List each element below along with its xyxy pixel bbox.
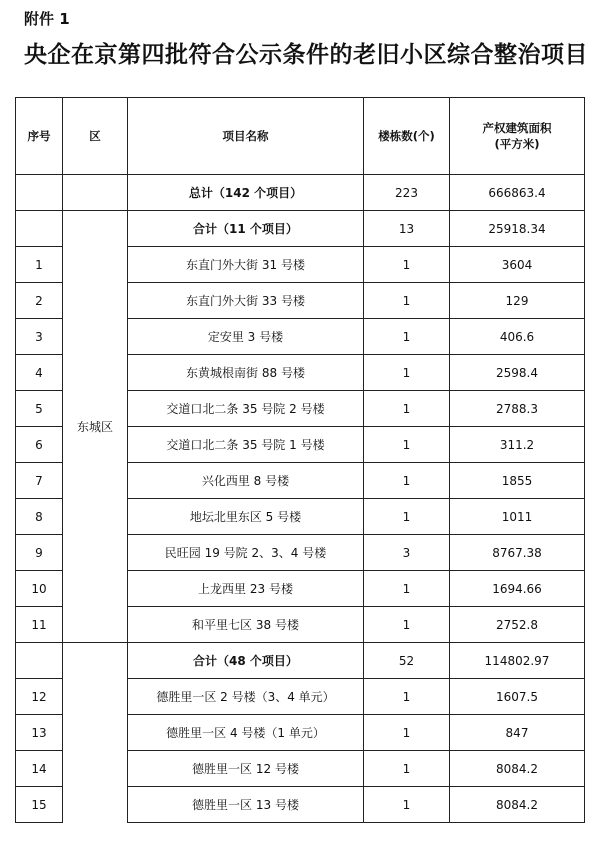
row-area: 1855 (450, 463, 585, 499)
row-buildings: 1 (364, 679, 450, 715)
row-buildings: 1 (364, 499, 450, 535)
district-cell: 东城区 (63, 211, 128, 643)
total-district (63, 175, 128, 211)
total-row (16, 175, 585, 211)
row-area: 2598.4 (450, 355, 585, 391)
subtotal-no (16, 643, 63, 679)
attachment-label: 附件 1 (24, 10, 70, 28)
header-district: 区 (63, 98, 128, 175)
row-no: 4 (16, 355, 63, 391)
row-no: 7 (16, 463, 63, 499)
row-area: 2788.3 (450, 391, 585, 427)
row-area: 1694.66 (450, 571, 585, 607)
row-buildings: 1 (364, 427, 450, 463)
row-no: 10 (16, 571, 63, 607)
row-no: 1 (16, 247, 63, 283)
subtotal-row (16, 643, 585, 679)
row-name: 定安里 3 号楼 (128, 319, 364, 355)
table-body (16, 211, 585, 823)
total-area: 666863.4 (450, 175, 585, 211)
row-name: 东直门外大街 33 号楼 (128, 283, 364, 319)
table-header-row (16, 98, 585, 175)
row-buildings: 1 (364, 319, 450, 355)
row-area: 8767.38 (450, 535, 585, 571)
row-area: 129 (450, 283, 585, 319)
header-name: 项目名称 (128, 98, 364, 175)
row-no: 2 (16, 283, 63, 319)
row-buildings: 1 (364, 247, 450, 283)
row-name: 民旺园 19 号院 2、3、4 号楼 (128, 535, 364, 571)
row-buildings: 1 (364, 391, 450, 427)
row-name: 德胜里一区 2 号楼（3、4 单元） (128, 679, 364, 715)
row-name: 交道口北二条 35 号院 1 号楼 (128, 427, 364, 463)
row-name: 东黄城根南街 88 号楼 (128, 355, 364, 391)
row-no: 12 (16, 679, 63, 715)
row-no: 15 (16, 787, 63, 823)
total-buildings: 223 (364, 175, 450, 211)
row-buildings: 1 (364, 283, 450, 319)
row-name: 德胜里一区 13 号楼 (128, 787, 364, 823)
row-no: 13 (16, 715, 63, 751)
header-area-line1: 产权建筑面积 (482, 121, 552, 135)
row-name: 和平里七区 38 号楼 (128, 607, 364, 643)
total-no (16, 175, 63, 211)
subtotal-area: 114802.97 (450, 643, 585, 679)
subtotal-label: 合计（11 个项目） (128, 211, 364, 247)
row-area: 406.6 (450, 319, 585, 355)
row-area: 8084.2 (450, 751, 585, 787)
subtotal-row (16, 211, 585, 247)
page-title: 央企在京第四批符合公示条件的老旧小区综合整治项目 (24, 41, 588, 68)
row-area: 847 (450, 715, 585, 751)
row-buildings: 1 (364, 355, 450, 391)
row-buildings: 3 (364, 535, 450, 571)
row-buildings: 1 (364, 751, 450, 787)
row-area: 2752.8 (450, 607, 585, 643)
row-name: 交道口北二条 35 号院 2 号楼 (128, 391, 364, 427)
row-area: 3604 (450, 247, 585, 283)
header-area (450, 98, 585, 175)
row-no: 11 (16, 607, 63, 643)
row-area: 1607.5 (450, 679, 585, 715)
subtotal-no (16, 211, 63, 247)
row-buildings: 1 (364, 715, 450, 751)
total-label: 总计（142 个项目） (128, 175, 364, 211)
row-no: 6 (16, 427, 63, 463)
header-no: 序号 (16, 98, 63, 175)
row-buildings: 1 (364, 463, 450, 499)
row-no: 9 (16, 535, 63, 571)
row-area: 1011 (450, 499, 585, 535)
row-name: 地坛北里东区 5 号楼 (128, 499, 364, 535)
row-name: 德胜里一区 12 号楼 (128, 751, 364, 787)
subtotal-label: 合计（48 个项目） (128, 643, 364, 679)
row-no: 8 (16, 499, 63, 535)
subtotal-buildings: 13 (364, 211, 450, 247)
row-buildings: 1 (364, 607, 450, 643)
row-name: 上龙西里 23 号楼 (128, 571, 364, 607)
row-name: 德胜里一区 4 号楼（1 单元） (128, 715, 364, 751)
row-buildings: 1 (364, 571, 450, 607)
row-name: 兴化西里 8 号楼 (128, 463, 364, 499)
row-no: 5 (16, 391, 63, 427)
row-no: 14 (16, 751, 63, 787)
district-cell (63, 643, 128, 823)
projects-table (15, 97, 585, 823)
subtotal-buildings: 52 (364, 643, 450, 679)
row-area: 311.2 (450, 427, 585, 463)
row-buildings: 1 (364, 787, 450, 823)
row-area: 8084.2 (450, 787, 585, 823)
header-buildings: 楼栋数(个) (364, 98, 450, 175)
subtotal-area: 25918.34 (450, 211, 585, 247)
header-area-line2: (平方米) (494, 137, 540, 151)
row-name: 东直门外大街 31 号楼 (128, 247, 364, 283)
row-no: 3 (16, 319, 63, 355)
